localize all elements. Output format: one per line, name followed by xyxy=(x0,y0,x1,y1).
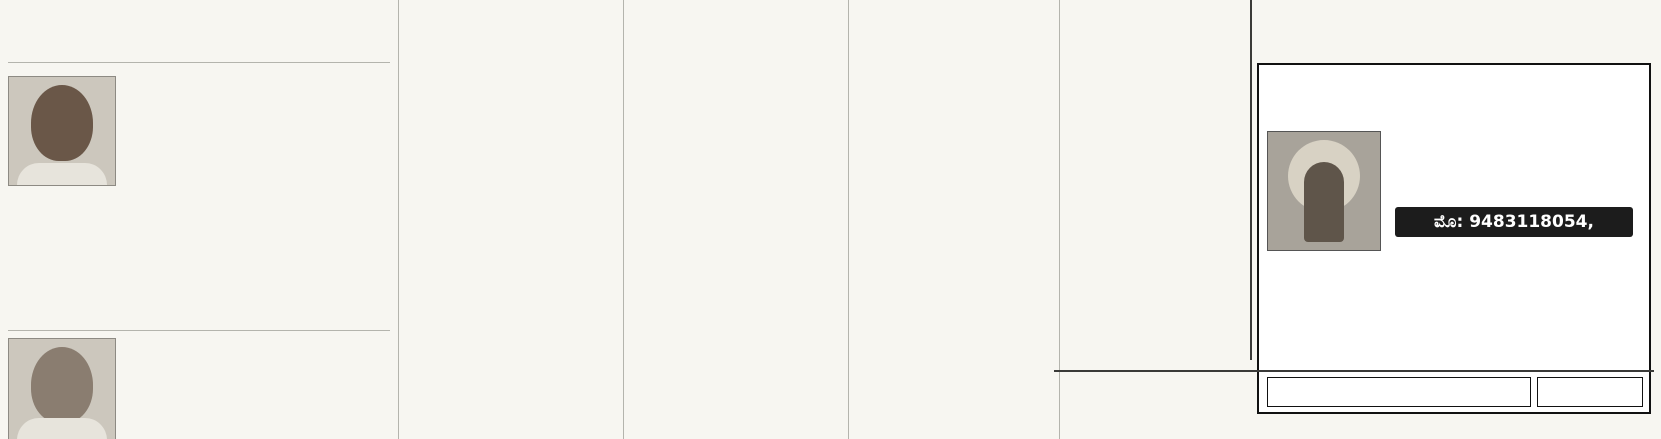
obituary-paragraph xyxy=(8,366,390,367)
ad-footer-note xyxy=(1537,377,1643,407)
article-paragraph xyxy=(1066,0,1244,1)
article-paragraph xyxy=(406,340,616,341)
phone-numbers: 9483118054, 9731083597 xyxy=(1454,212,1594,262)
phone-banner xyxy=(1395,207,1633,262)
obituary-paragraph xyxy=(8,184,390,185)
column-5 xyxy=(1066,0,1244,360)
article-paragraph xyxy=(631,398,841,399)
deity-image xyxy=(1267,131,1381,251)
portrait-shoulders xyxy=(17,418,107,439)
article-paragraph xyxy=(631,200,841,201)
article-paragraph xyxy=(8,22,390,23)
column-6 xyxy=(1258,0,1650,50)
portrait-face xyxy=(31,347,93,423)
obituary-photo-1 xyxy=(8,76,116,186)
article-paragraph xyxy=(856,300,1052,301)
portrait-shoulders xyxy=(17,163,107,185)
obituary-paragraph xyxy=(8,104,390,105)
column-4 xyxy=(856,0,1052,439)
column-rule xyxy=(1059,0,1060,439)
article-paragraph xyxy=(1258,0,1650,1)
column-rule xyxy=(623,0,624,439)
deity-figure xyxy=(1304,162,1344,242)
article-paragraph xyxy=(856,140,1052,141)
article-paragraph xyxy=(8,0,390,1)
article-paragraph xyxy=(1066,50,1244,51)
obituary-photo-2 xyxy=(8,338,116,439)
column-rule xyxy=(848,0,849,439)
astrologer-advertisement xyxy=(1257,63,1651,414)
column-2 xyxy=(406,0,616,439)
section-divider xyxy=(8,330,390,331)
ad-footer-address xyxy=(1267,377,1531,407)
article-paragraph xyxy=(856,0,1052,1)
section-divider xyxy=(1054,370,1654,372)
article-paragraph xyxy=(406,120,616,121)
article-paragraph xyxy=(631,80,841,81)
column-rule xyxy=(398,0,399,439)
phone-label: ಮೊ: xyxy=(1434,212,1464,232)
article-paragraph xyxy=(631,0,841,1)
article-paragraph xyxy=(631,300,841,301)
portrait-face xyxy=(31,85,93,161)
article-paragraph xyxy=(406,0,616,1)
section-divider xyxy=(8,62,390,63)
column-1 xyxy=(8,0,390,439)
column-3 xyxy=(631,0,841,439)
column-rule xyxy=(1250,0,1252,360)
